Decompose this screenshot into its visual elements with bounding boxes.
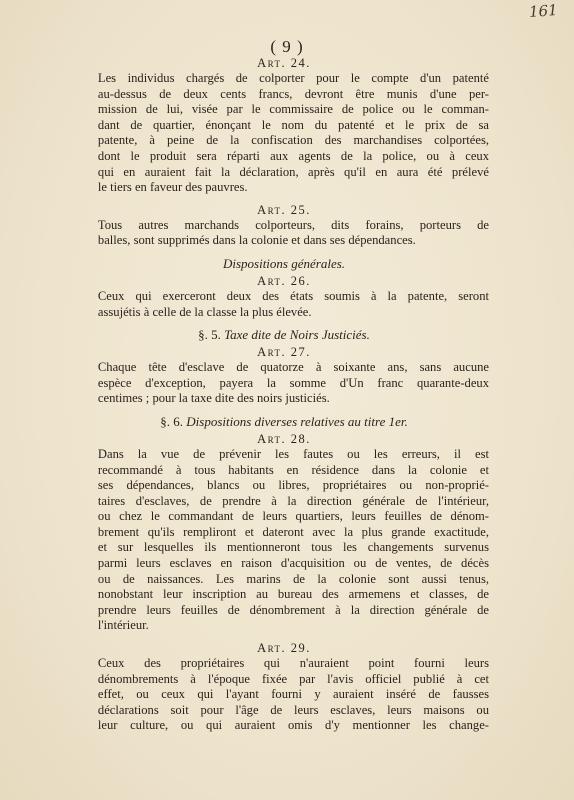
text-line: Ceux qui exerceront deux des états soumis à la patente, seront [97, 288, 489, 303]
article-26-text [79, 289, 489, 320]
section-6-heading [79, 413, 489, 431]
text-line: espèce d'exception, payera la somme d'Un franc quarante-deux [97, 375, 489, 390]
text-line: déclarations soit pour l'âge de leurs esclaves, leurs maisons ou [97, 702, 489, 717]
text-line: centimes ; pour la taxe dite des noirs justiciés. [97, 391, 330, 406]
text-line: ou chez le commandant de leurs quartiers, leurs feuilles de dénom- [97, 509, 489, 524]
article-27-heading: Art. 27. [257, 345, 311, 360]
text-line: au-dessus de deux cents francs, devront être munis d'une per- [97, 86, 489, 101]
section-6-number: §. 6. [160, 413, 184, 429]
article-27-text [79, 360, 489, 407]
section-6-title: Dispositions diverses relatives au titre 1er. [186, 413, 408, 429]
text-line: parmi leurs esclaves en raison d'acquisition ou de ventes, de décès [97, 556, 489, 571]
text-line: brement qu'ils rempliront et dateront avec la plus grande exactitude, [97, 524, 489, 539]
text-line: effet, ou ceux qui l'ayant fourni y auraient inséré de fausses [97, 687, 489, 702]
text-line: ou de naissances. Les marins de la colonie sont aussi tenus, [97, 571, 489, 586]
text-line: taires d'esclaves, de prendre à la direction générale de l'intérieur, [97, 493, 489, 508]
article-25-heading: Art. 25. [257, 202, 311, 217]
text-line: leur culture, ou qui auraient omis d'y mentionner les change- [97, 718, 489, 733]
article-28-heading: Art. 28. [257, 431, 311, 446]
text-line: le tiers en faveur des pauvres. [97, 180, 248, 195]
text-line: qui en auraient fait la déclaration, après qu'il en aura été prélevé [97, 164, 489, 179]
article-26-heading: Art. 26. [257, 273, 311, 288]
text-line: ses dépendances, blancs ou libres, propriétaires ou non-proprié- [97, 478, 489, 493]
text-line: prendre leurs feuilles de dénombrement à la direction générale de [97, 602, 489, 617]
text-line: dont le produit sera réparti aux agents de la police, ou à ceux [97, 148, 489, 163]
text-line: et sur lesquelles ils mentionneront tous les changements survenus [97, 540, 489, 555]
article-29-text [79, 656, 489, 734]
page-number: ( 9 ) [270, 37, 304, 56]
handwritten-folio-number: 161 [528, 1, 559, 21]
dispositions-generales-heading: Dispositions générales. [222, 255, 346, 271]
text-line: assujétis à celle de la classe la plus élevée. [97, 304, 312, 319]
text-line: Chaque tête d'esclave de quatorze à soixante ans, sans aucune [97, 360, 489, 375]
text-line: patente, à peine de la confiscation des marchandises colportées, [97, 133, 489, 148]
text-line: recommandé à tous habitants en résidence dans la colonie et [97, 462, 489, 477]
article-24-heading: Art. 24. [257, 56, 311, 70]
text-line: Tous autres marchands colporteurs, dits forains, porteurs de [97, 217, 489, 232]
text-line: dénombrements à l'époque fixée par l'avis officiel publié à cet [97, 671, 489, 686]
text-line: dant de quartier, énonçant le nom du patenté et le prix de sa [97, 117, 489, 132]
text-line: l'intérieur. [97, 618, 149, 633]
text-line: mission de lui, visée par le commissaire de police ou le comman- [97, 102, 489, 117]
text-line: Ceux des propriétaires qui n'auraient point fourni leurs [97, 656, 489, 671]
document-body [79, 55, 489, 740]
article-25-text [79, 218, 489, 249]
text-line: balles, sont supprimés dans la colonie et dans ses dépendances. [97, 233, 416, 248]
text-line: Dans la vue de prévenir les fautes ou les erreurs, il est [97, 446, 489, 461]
text-line: nonobstant leur inscription au bureau des armemens et classes, de [97, 587, 489, 602]
text-line: Les individus chargés de colporter pour le compte d'un patenté [97, 71, 489, 85]
article-24-text [79, 71, 489, 196]
article-29-heading: Art. 29. [257, 641, 311, 656]
section-5-heading [79, 326, 489, 344]
section-5-title: Taxe dite de Noirs Justiciés. [224, 327, 370, 343]
section-5-number: §. 5. [198, 327, 221, 343]
article-28-text [79, 447, 489, 634]
